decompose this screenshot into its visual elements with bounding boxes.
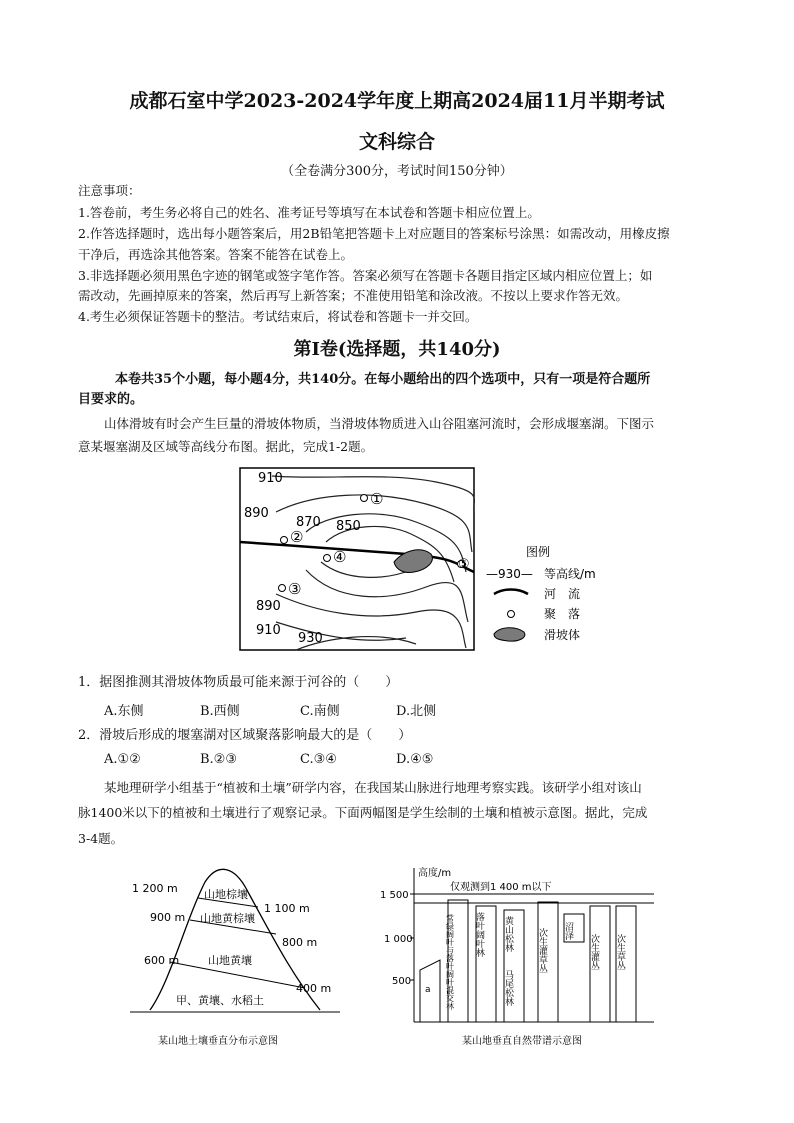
elev-label-left: 600 m [144, 954, 180, 967]
option: D.北侧 [396, 704, 437, 719]
option: B.西侧 [200, 704, 240, 719]
notes-item: 需改动，先画掉原来的答案，然后再写上新答案；不准使用铅笔和涂改液。不按以上要求作答无效。 [78, 288, 629, 303]
section-title: 第Ⅰ卷(选择题，共140分) [293, 339, 501, 360]
elev-label-right: 800 m [282, 936, 318, 949]
elev-label-right: 400 m [296, 982, 332, 995]
exam-note: （全卷满分300分，考试时间150分钟） [281, 164, 513, 179]
option: A.①② [104, 752, 141, 767]
soil-figure [130, 862, 360, 1052]
y-tick-label: 500 [392, 976, 412, 987]
notes-item: 1.答卷前，考生务必将自己的姓名、准考证号等填写在本试卷和答题卡相应位置上。 [78, 205, 540, 220]
contour-map [236, 462, 636, 662]
elev-label-left: 900 m [150, 911, 186, 924]
river-line [240, 542, 474, 572]
notes-item: 干净后，再选涂其他答案。答案不能答在试卷上。 [78, 247, 354, 262]
exam-title: 成都石室中学2023-2024学年度上期高2024届11月半期考试 [129, 90, 665, 112]
y-tick-label: 1 000 [384, 934, 413, 945]
exam-subtitle: 文科综合 [358, 131, 435, 153]
soil-zone-label: 甲、黄壤、水稻土 [176, 994, 264, 1007]
question-stem: 1．据图推测其滑坡体物质最可能来源于河谷的（ ） [78, 675, 399, 690]
option: C.南侧 [300, 704, 340, 719]
legend-river-label: 河 流 [544, 587, 581, 601]
settlement-dot [324, 555, 331, 562]
elev-label-left: 1 200 m [132, 882, 178, 895]
passage1-line: 山体滑坡有时会产生巨量的滑坡体物质，当滑坡体物质进入山谷阻塞河流时，会形成堰塞湖。下图示 [104, 416, 655, 431]
veg-label: a [425, 985, 431, 995]
veg-label: 沼泽 [563, 922, 573, 940]
contour-label: 890 [244, 506, 269, 521]
point-label: ② [290, 528, 304, 546]
section-intro: 本卷共35个小题，每小题4分，共140分。在每小题给出的四个选项中，只有一项是符合题所 [115, 372, 651, 387]
legend-river-icon [494, 590, 528, 595]
point-label: ④ [333, 548, 347, 566]
contour-label: 890 [256, 599, 281, 614]
section-intro-cont: 目要求的。 [78, 392, 144, 407]
notes-item: 2.作答选择题时，选出每小题答案后，用2B铅笔把答题卡上对应题目的答案标号涂黑：如需改动，用橡皮擦 [78, 226, 670, 241]
point-label: ③ [288, 580, 302, 598]
passage2-line: 脉1400米以下的植被和土壤进行了观察记录。下面两幅图是学生绘制的土壤和植被示意图。据此，完成 [78, 805, 648, 820]
contour-label: 870 [296, 515, 321, 530]
soil-zone-label: 山地黄壤 [208, 954, 252, 967]
contour-line [306, 514, 466, 572]
option: C.③④ [300, 752, 337, 767]
notes-item: 4.考生必须保证答题卡的整洁。考试结束后，将试卷和答题卡一并交回。 [78, 309, 478, 324]
notes-heading: 注意事项： [78, 183, 141, 198]
veg-label: 次生灌草丛 [537, 928, 547, 973]
legend-contour-sample: —930— [486, 567, 533, 581]
vegetation-figure [378, 862, 668, 1052]
legend-settlement-icon [508, 611, 515, 618]
notes-item: 3.非选择题必须用黑色字迹的钢笔或签字笔作答。答案必须写在答题卡各题目指定区域内相应位置上；如 [78, 268, 653, 283]
veg-caption: 某山地垂直自然带谱示意图 [462, 1036, 582, 1047]
option: D.④⑤ [396, 752, 434, 767]
elev-label-right: 1 100 m [264, 902, 310, 915]
legend-settlement-label: 聚 落 [544, 607, 581, 621]
veg-label: 次生草丛 [615, 934, 625, 970]
settlement-dot [279, 585, 286, 592]
point-label: ① [370, 490, 384, 508]
top-note: 仅观测到1 400 m以下 [450, 882, 552, 893]
veg-label: 马尾松林 [503, 970, 513, 1006]
legend-landslide-label: 滑坡体 [544, 628, 581, 642]
contour-label: 930 [298, 631, 323, 646]
contour-label: 910 [258, 471, 283, 486]
axis-label: 高度/m [418, 868, 452, 879]
passage1-line: 意某堰塞湖及区域等高线分布图。据此，完成1-2题。 [78, 439, 374, 454]
veg-label: 常绿阔叶与落叶阔叶混交林 [445, 914, 455, 1010]
legend-title: 图例 [526, 545, 551, 559]
point-label: ⑤ [458, 557, 470, 572]
passage2-line: 某地理研学小组基于“植被和土壤”研学内容，在我国某山脉进行地理考察实践。该研学小组对该山 [104, 780, 642, 795]
soil-zone-label: 山地棕壤 [204, 888, 248, 901]
passage2-line: 3-4题。 [78, 831, 124, 846]
veg-label: 次生灌丛 [589, 934, 599, 970]
question-stem: 2．滑坡后形成的堰塞湖对区域聚落影响最大的是（ ） [78, 728, 412, 743]
legend-contour-label: 等高线/m [544, 567, 596, 581]
contour-label: 850 [336, 519, 361, 534]
soil-zone-label: 山地黄棕壤 [200, 912, 255, 925]
contour-line [306, 570, 468, 622]
option: B.②③ [200, 752, 237, 767]
legend-landslide-icon [494, 628, 525, 641]
settlement-dot [361, 495, 368, 502]
y-tick-label: 1 500 [380, 890, 409, 901]
option: A.东侧 [104, 704, 144, 719]
contour-label: 910 [256, 623, 281, 638]
veg-label: 黄山松林 [503, 916, 513, 952]
veg-label: 落叶阔叶林 [474, 912, 484, 957]
settlement-dot [281, 537, 288, 544]
soil-caption: 某山地土壤垂直分布示意图 [158, 1036, 278, 1047]
